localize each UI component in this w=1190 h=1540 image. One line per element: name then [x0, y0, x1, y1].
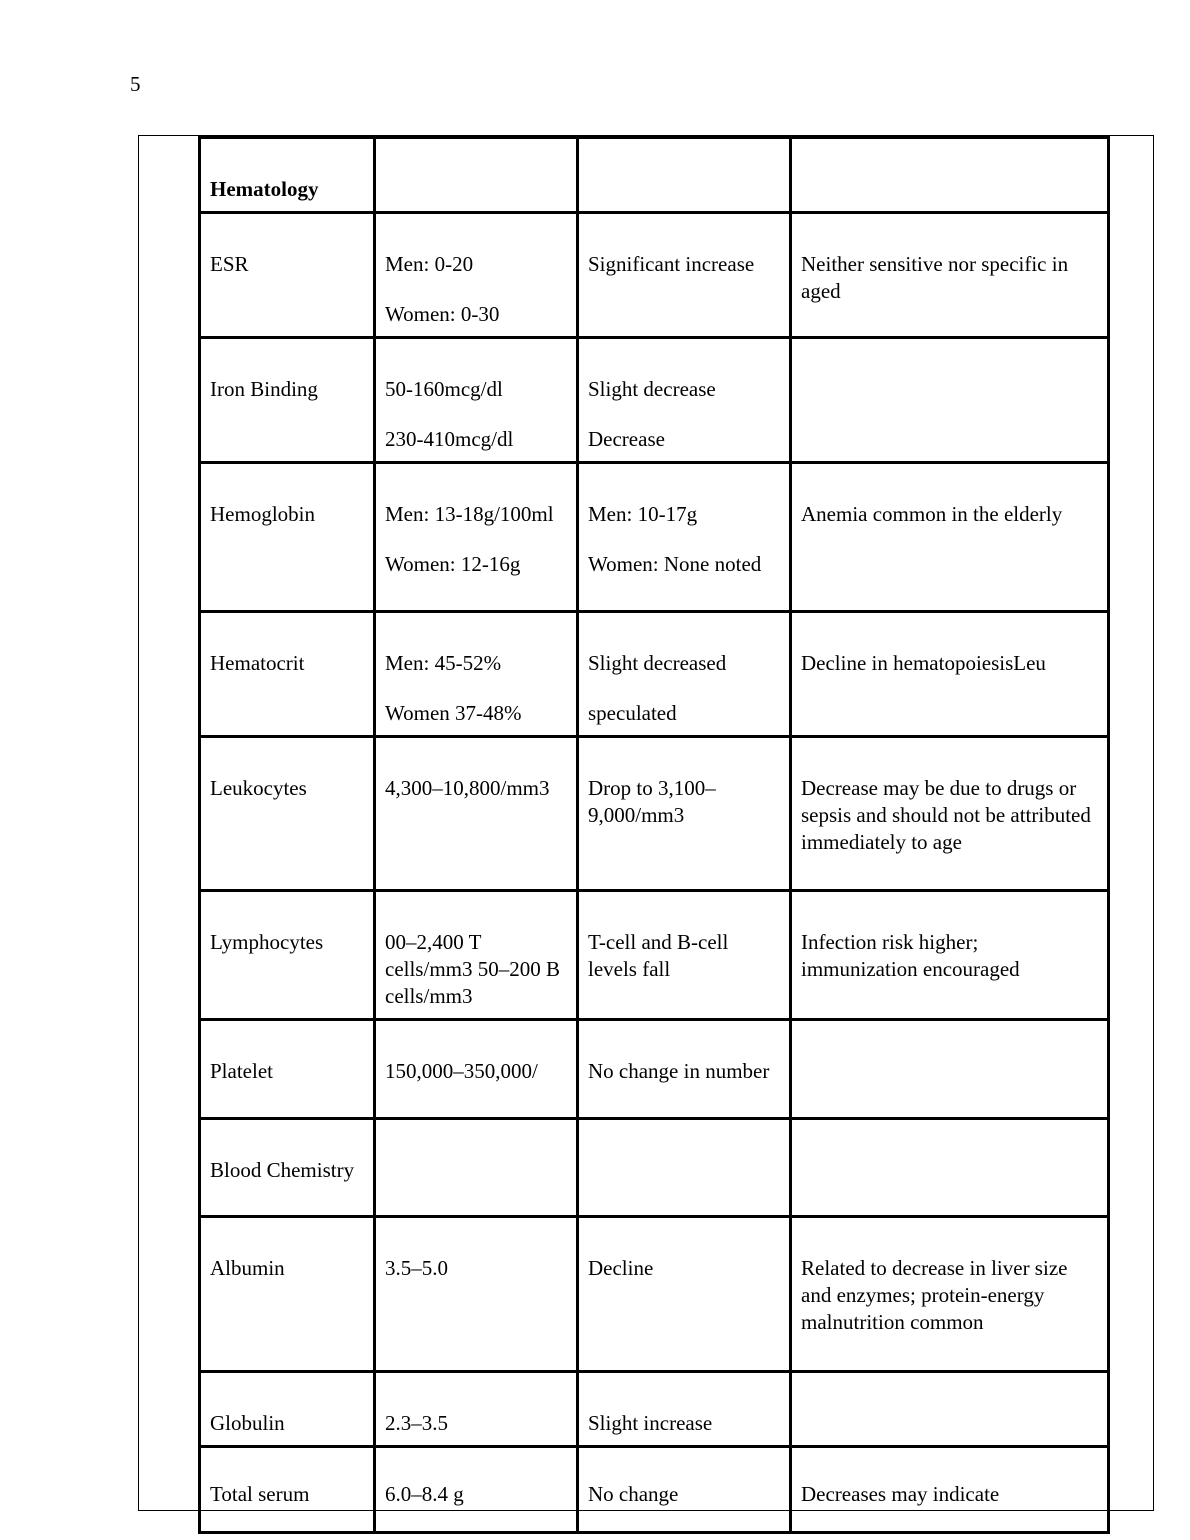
test-name-cell — [200, 1217, 375, 1372]
empty-cell — [578, 138, 791, 213]
notes-cell — [791, 463, 1109, 612]
change-value: No change in number — [588, 1059, 770, 1083]
test-name-cell — [200, 1372, 375, 1447]
notes-text: Anemia common in the elderly — [801, 502, 1063, 526]
reference-value: Women: 0-30 — [385, 302, 500, 326]
notes-text: Decreases may indicate — [801, 1482, 1000, 1506]
table-row — [200, 891, 1109, 1020]
table-row — [200, 1372, 1109, 1447]
notes-text: Decline in hematopoiesisLeu — [801, 651, 1046, 675]
reference-cell — [375, 338, 578, 463]
change-value: Men: 10-17g — [588, 502, 698, 526]
notes-cell — [791, 1020, 1109, 1119]
reference-cell — [375, 463, 578, 612]
change-cell — [578, 1217, 791, 1372]
table-row — [200, 138, 1109, 213]
section-label: Hematology — [210, 177, 319, 201]
reference-value: Women: 12-16g — [385, 552, 521, 576]
empty-cell — [375, 138, 578, 213]
test-name: Iron Binding — [210, 377, 318, 401]
reference-value: 150,000–350,000/ — [385, 1059, 538, 1083]
change-cell — [578, 737, 791, 891]
test-name: Lymphocytes — [210, 930, 324, 954]
reference-value: Men: 0-20 — [385, 252, 474, 276]
test-name-cell — [200, 338, 375, 463]
reference-value: 230-410mcg/dl — [385, 427, 514, 451]
table-row — [200, 1217, 1109, 1372]
reference-value: 6.0–8.4 g — [385, 1482, 464, 1506]
test-name-cell — [200, 1020, 375, 1119]
test-name-cell — [200, 213, 375, 338]
table-row — [200, 1119, 1109, 1217]
reference-value: 4,300–10,800/mm3 — [385, 776, 550, 800]
test-name: Hematocrit — [210, 651, 305, 675]
notes-cell — [791, 213, 1109, 338]
test-name: Hemoglobin — [210, 502, 315, 526]
notes-cell — [791, 891, 1109, 1020]
reference-value: Men: 45-52% — [385, 651, 502, 675]
empty-cell — [791, 138, 1109, 213]
notes-text: Related to decrease in liver size and enzymes; protein-energy malnutrition common — [801, 1256, 1068, 1334]
table-row — [200, 338, 1109, 463]
reference-cell — [375, 1217, 578, 1372]
table-row — [200, 1020, 1109, 1119]
table-row — [200, 612, 1109, 737]
reference-value: Men: 13-18g/100ml — [385, 502, 554, 526]
change-value: Slight increase — [588, 1411, 713, 1435]
change-cell — [578, 463, 791, 612]
reference-cell — [375, 1447, 578, 1533]
change-value: Decline — [588, 1256, 654, 1280]
section-label: Blood Chemistry — [210, 1158, 355, 1182]
test-name-cell — [200, 612, 375, 737]
test-name-cell — [200, 737, 375, 891]
change-cell — [578, 1372, 791, 1447]
test-name-cell — [200, 891, 375, 1020]
change-value: Slight decrease — [588, 377, 716, 401]
reference-value: 00–2,400 T cells/mm3 50–200 B cells/mm3 — [385, 930, 560, 1008]
reference-cell — [375, 1372, 578, 1447]
test-name-cell — [200, 1447, 375, 1533]
section-label-cell — [200, 1119, 375, 1217]
table-row — [200, 213, 1109, 338]
change-cell — [578, 612, 791, 737]
empty-cell — [791, 1119, 1109, 1217]
reference-value: Women 37-48% — [385, 701, 522, 725]
change-value: Decrease — [588, 427, 665, 451]
test-name: Total serum — [210, 1482, 310, 1506]
notes-cell — [791, 737, 1109, 891]
reference-cell — [375, 1020, 578, 1119]
notes-cell — [791, 338, 1109, 463]
table-row — [200, 737, 1109, 891]
notes-cell — [791, 1447, 1109, 1533]
reference-cell — [375, 213, 578, 338]
change-cell — [578, 1447, 791, 1533]
table-row — [200, 1447, 1109, 1533]
change-value: Drop to 3,100–9,000/mm3 — [588, 776, 716, 827]
notes-cell — [791, 1372, 1109, 1447]
change-cell — [578, 891, 791, 1020]
test-name: Globulin — [210, 1411, 285, 1435]
reference-value: 2.3–3.5 — [385, 1411, 448, 1435]
notes-cell — [791, 1217, 1109, 1372]
page-number: 5 — [130, 72, 141, 96]
reference-value: 50-160mcg/dl — [385, 377, 503, 401]
test-name: Platelet — [210, 1059, 273, 1083]
table-row — [200, 463, 1109, 612]
change-value: No change — [588, 1482, 679, 1506]
test-name: Leukocytes — [210, 776, 307, 800]
notes-text: Neither sensitive nor specific in aged — [801, 252, 1069, 303]
reference-value: 3.5–5.0 — [385, 1256, 448, 1280]
change-value: T-cell and B-cell levels fall — [588, 930, 729, 981]
change-cell — [578, 1020, 791, 1119]
notes-text: Decrease may be due to drugs or sepsis and should not be attributed immediately to age — [801, 776, 1091, 854]
empty-cell — [375, 1119, 578, 1217]
change-cell — [578, 213, 791, 338]
notes-text: Infection risk higher; immunization encouraged — [801, 930, 1020, 981]
reference-cell — [375, 612, 578, 737]
test-name: Albumin — [210, 1256, 285, 1280]
change-value: Women: None noted — [588, 552, 762, 576]
test-name: ESR — [210, 252, 249, 276]
change-value: Significant increase — [588, 252, 755, 276]
change-cell — [578, 338, 791, 463]
section-label-cell — [200, 138, 375, 213]
reference-cell — [375, 891, 578, 1020]
empty-cell — [578, 1119, 791, 1217]
test-name-cell — [200, 463, 375, 612]
lab-values-table — [198, 136, 1110, 1534]
reference-cell — [375, 737, 578, 891]
change-value: speculated — [588, 701, 677, 725]
notes-cell — [791, 612, 1109, 737]
change-value: Slight decreased — [588, 651, 727, 675]
